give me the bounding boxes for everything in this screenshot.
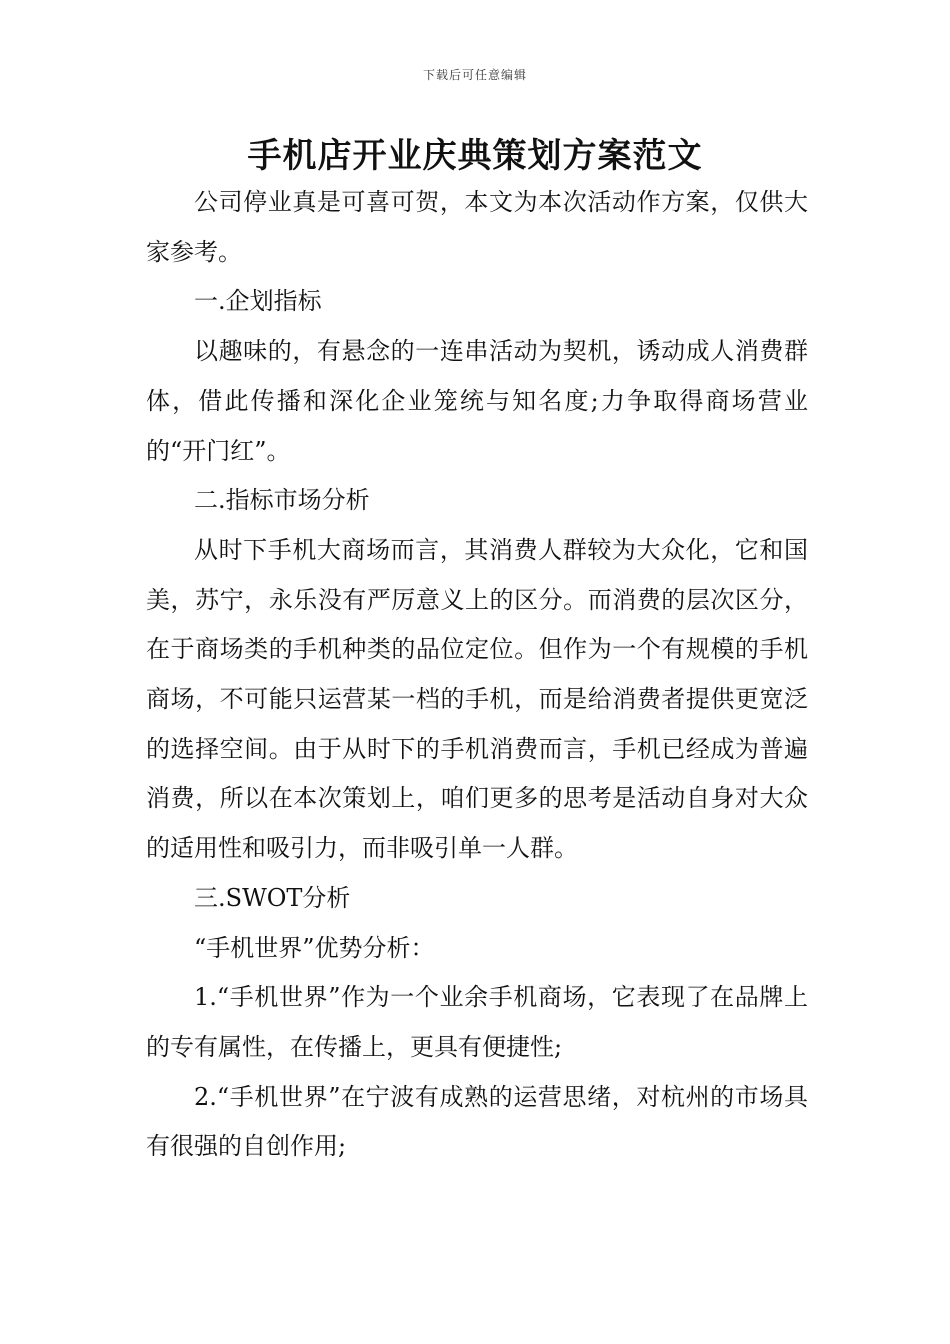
market-analysis-paragraph: 从时下手机大商场而言，其消费人群较为大众化，它和国美，苏宁，永乐没有严厉意义上的区分。而消费的层次区分，在于商场类的手机种类的品位定位。但作为一个有规模的手机商场，不可能只运营某一档的手机，而是给消费者提供更宽泛的选择空间。由于从时下的手机消费而言，手机已经成为普遍消费，所以在本次策划上，咱们更多的思考是活动自身对大众的适用性和吸引力，而非吸引单一人群。 <box>146 535 808 863</box>
document-body <box>146 178 808 1172</box>
section-heading-objectives: 一.企划指标 <box>194 287 322 316</box>
intro-paragraph: 公司停业真是可喜可贺，本文为本次活动作方案，仅供大家参考。 <box>146 188 808 266</box>
strengths-subheading: “手机世界”优势分析： <box>194 933 435 962</box>
section-heading-market-analysis: 二.指标市场分析 <box>194 486 370 515</box>
objectives-paragraph: 以趣味的，有悬念的一连串活动为契机，诱动成人消费群体，借此传播和深化企业笼统与知名度;力争取得商场营业的“开门红”。 <box>146 337 808 465</box>
header-note: 下载后可任意编辑 <box>422 68 527 82</box>
strength-item-2: 2.“手机世界”在宁波有成熟的运营思绪，对杭州的市场具有很强的自创作用; <box>146 1082 808 1161</box>
section-heading-swot: 三.SWOT分析 <box>194 883 351 912</box>
strength-item-1: 1.“手机世界”作为一个业余手机商场，它表现了在品牌上的专有属性，在传播上，更具有便捷性; <box>146 983 808 1061</box>
document-title: 手机店开业庆典策划方案范文 <box>247 136 703 176</box>
